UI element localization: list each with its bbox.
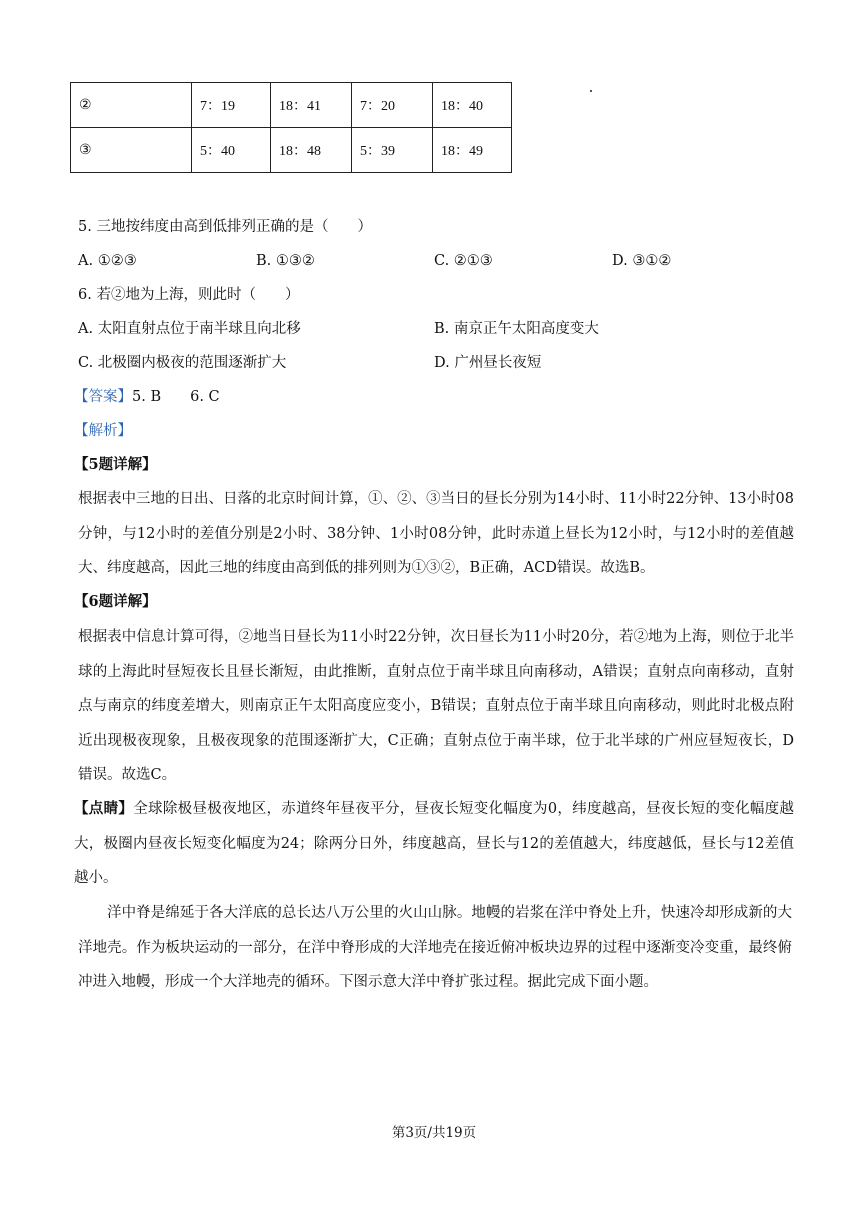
question-5-option-d: D. ③①②	[612, 253, 672, 269]
question-6-option-b: B. 南京正午太阳高度变大	[434, 321, 599, 337]
question-6-stem: 6. 若②地为上海，则此时（ ）	[78, 287, 300, 303]
table-cell: ③	[71, 128, 192, 173]
table-cell: ②	[71, 83, 192, 128]
question-6-option-c: C. 北极圈内极夜的范围逐渐扩大	[78, 355, 287, 371]
question-5-option-a: A. ①②③	[78, 253, 137, 269]
detail-6-text: 根据表中信息计算可得，②地当日昼长为11小时22分钟，次日昼长为11小时20分，若②地为上海，则位于北半球的上海此时昼短夜长且昼长渐短，由此推断，直射点位于南半球且向南移动，A错误；直射点向南移动，直射点与南京的纬度差增大，则南京正午太阳高度应变小，B错误；直射点位于南半球且向南移动，则此时北极点附近出现极夜现象，且极夜现象的范围逐渐扩大，C正确；直射点位于南半球，位于北半球的广州应昼短夜长，D错误。故选C。	[78, 629, 794, 783]
table-cell: 7：19	[192, 83, 271, 128]
table-cell: 18：48	[271, 128, 352, 173]
tip-tag: 【点睛】	[74, 800, 134, 817]
answer-line	[74, 387, 220, 407]
detail-5-heading: 【5题详解】	[74, 456, 157, 473]
question-6-option-d: D. 广州昼长夜短	[434, 355, 542, 371]
question-5-option-c: C. ②①③	[434, 253, 493, 269]
answer-text: 5. B 6. C	[132, 389, 220, 405]
table-cell: 18：49	[433, 128, 512, 173]
tip-text: 全球除极昼极夜地区，赤道终年昼夜平分，昼夜长短变化幅度为0，纬度越高，昼夜长短的变化幅度越大，极圈内昼夜长短变化幅度为24；除两分日外，纬度越高，昼长与12的差值越大，纬度越低，昼长与12差值越小。	[74, 801, 794, 886]
table-row	[71, 83, 512, 128]
analysis-tag: 【解析】	[74, 423, 132, 439]
table-cell: 7：20	[352, 83, 433, 128]
stray-dot	[590, 90, 592, 92]
detail-5-text: 根据表中三地的日出、日落的北京时间计算，①、②、③当日的昼长分别为14小时、11小时22分钟、13小时08分钟，与12小时的差值分别是2小时、38分钟、1小时08分钟，此时赤道上昼长为12小时，与12小时的差值越大、纬度越高，因此三地的纬度由高到低的排列则为①③②，B正确，ACD错误。故选B。	[78, 491, 794, 576]
table-cell: 18：41	[271, 83, 352, 128]
question-5-option-b: B. ①③②	[256, 253, 315, 269]
passage-text: 洋中脊是绵延于各大洋底的总长达八万公里的火山山脉。地幔的岩浆在洋中脊处上升，快速冷却形成新的大洋地壳。作为板块运动的一部分，在洋中脊形成的大洋地壳在接近俯冲板块边界的过程中逐渐变冷变重，最终俯冲进入地幔，形成一个大洋地壳的循环。下图示意大洋中脊扩张过程。据此完成下面小题。	[78, 905, 792, 990]
question-6-option-a: A. 太阳直射点位于南半球且向北移	[78, 321, 301, 337]
detail-6-heading: 【6题详解】	[74, 593, 157, 610]
table-cell: 5：39	[352, 128, 433, 173]
answer-tag: 【答案】	[74, 389, 132, 405]
table-cell: 18：40	[433, 83, 512, 128]
question-5-stem: 5. 三地按纬度由高到低排列正确的是（ ）	[78, 219, 372, 235]
table-row	[71, 128, 512, 173]
sunrise-sunset-table	[70, 82, 512, 173]
table-cell: 5：40	[192, 128, 271, 173]
page-footer: 第3页/共19页	[391, 1125, 477, 1141]
tip-paragraph	[74, 792, 794, 896]
